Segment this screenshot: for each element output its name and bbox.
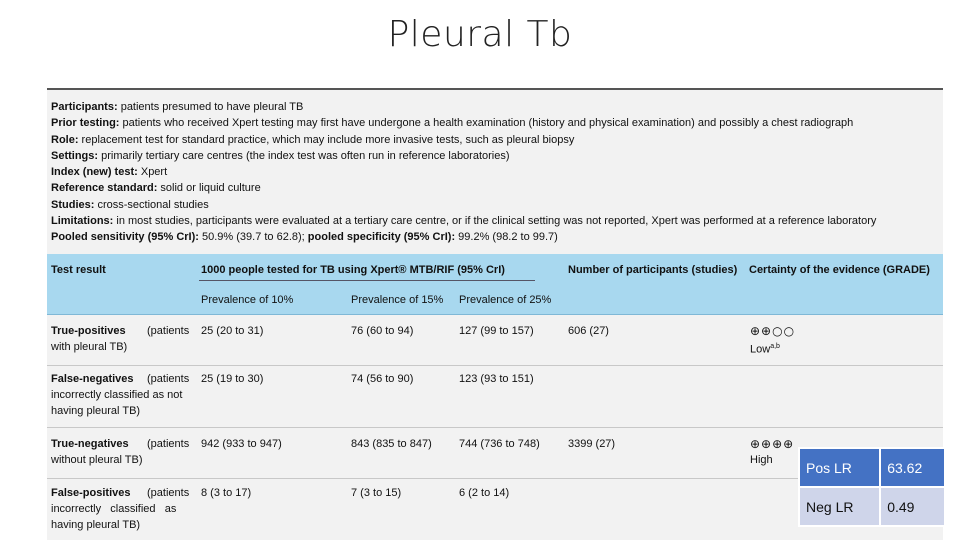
grade-symbols: ⊕⊕○○ (750, 324, 796, 338)
info-index-test: Index (new) test: Xpert (51, 166, 168, 179)
header-participants: Number of participants (studies) (568, 264, 738, 276)
study-info-block (47, 90, 943, 246)
info-pooled-accuracy: Pooled sensitivity (95% CrI): 50.9% (39.7 to 62.8); pooled specificity (95% CrI): 99.2% (98.2 to 99.7) (51, 231, 558, 244)
info-participants: Participants: patients presumed to have pleural TB (51, 101, 304, 113)
neg-lr-row (799, 487, 945, 526)
grade-symbols: ⊕⊕⊕⊕ (750, 437, 795, 451)
header-prevalence-10: Prevalence of 10% (201, 294, 294, 306)
neg-lr-label: Neg LR (799, 487, 880, 526)
grade-text: High (750, 454, 773, 466)
info-limitations: Limitations: in most studies, participants were evaluated at a tertiary care centre, or if the clinical setting was not reported, Xpert was performed at a reference laboratory (51, 215, 877, 228)
pos-lr-value: 63.62 (880, 448, 945, 487)
header-divider (199, 280, 535, 281)
pos-lr-label: Pos LR (799, 448, 880, 487)
info-role: Role: replacement test for standard practice, which may include more invasive tests, such as pleural biopsy (51, 133, 575, 146)
pos-lr-row (799, 448, 945, 487)
header-certainty: Certainty of the evidence (GRADE) (749, 264, 930, 276)
row-separator (47, 427, 943, 428)
info-studies: Studies: cross-sectional studies (51, 198, 209, 211)
header-prevalence-25: Prevalence of 25% (459, 294, 552, 306)
grade-text: Low$^{a,b}$ (750, 343, 780, 356)
info-reference-standard: Reference standard: solid or liquid culture (51, 182, 261, 195)
table-header (47, 254, 943, 315)
summary-of-findings-document: Participants: patients presumed to have pleural TB Prior testing: patients who received Xpert testing may first have undergone a health examination (history and physical examination) and possibly a chest radiograph Role: replacement test for standard practice, which may include more invasive tests, such as pleural biopsy Settings: primarily tertiary care centres (the index test was often run in reference laboratories) Index (new) test: Xpert Reference standard: solid or liquid culture Studies: cross-sectional studies Limitations: in most studies, participants were evaluated at a tertiary care centre, or if the clinical setting was not reported, Xpert was performed at a reference laboratory Pooled sensitivity (95% CrI): 50.9% (39.7 to 62.8); pooled specificity (95% CrI): 99.2% (98.2 to 99.7) Test result 1000 people tested for TB using Xpert® MTB/RIF (95% CrI) Number of participants (studies) Certainty of the evidence (GRADE) Prevalence of 10% Prevalence of 15% Prevalence of 25% True-positives (patients with pleural TB) 25 (20 to 31) 76 (60 to 94) 127 (99 to 157) 606 (27) ⊕⊕○○ Low$^{a,b}$ False-negatives (patients incorrectly classified as not having pleural TB) 25 (19 to 30) 74 (56 to 90) 123 (93 to 151) True-negatives (patients without pleural TB) 942 (933 to 947) 843 (835 to 847) 744 (736 to 748) 3399 (27) ⊕⊕⊕⊕ High False-positives (patients incorrectly classified as having pleural TB) 8 (3 to 17) 7 (3 to 15) 6 (2 to 14) (47, 88, 943, 540)
info-settings: Settings: primarily tertiary care centres (the index test was often run in reference laboratories) (51, 149, 510, 162)
neg-lr-value: 0.49 (880, 487, 945, 526)
slide-title: Pleural Tb (387, 14, 573, 55)
likelihood-ratio-table (798, 447, 946, 527)
header-people-tested: 1000 people tested for TB using Xpert® MTB/RIF (95% CrI) (201, 264, 505, 276)
info-prior-testing: Prior testing: patients who received Xpert testing may first have undergone a health examination (history and physical examination) and possibly a chest radiograph (51, 117, 854, 130)
header-prevalence-15: Prevalence of 15% (351, 294, 444, 306)
header-test-result: Test result (51, 264, 106, 276)
row-separator (47, 365, 943, 366)
